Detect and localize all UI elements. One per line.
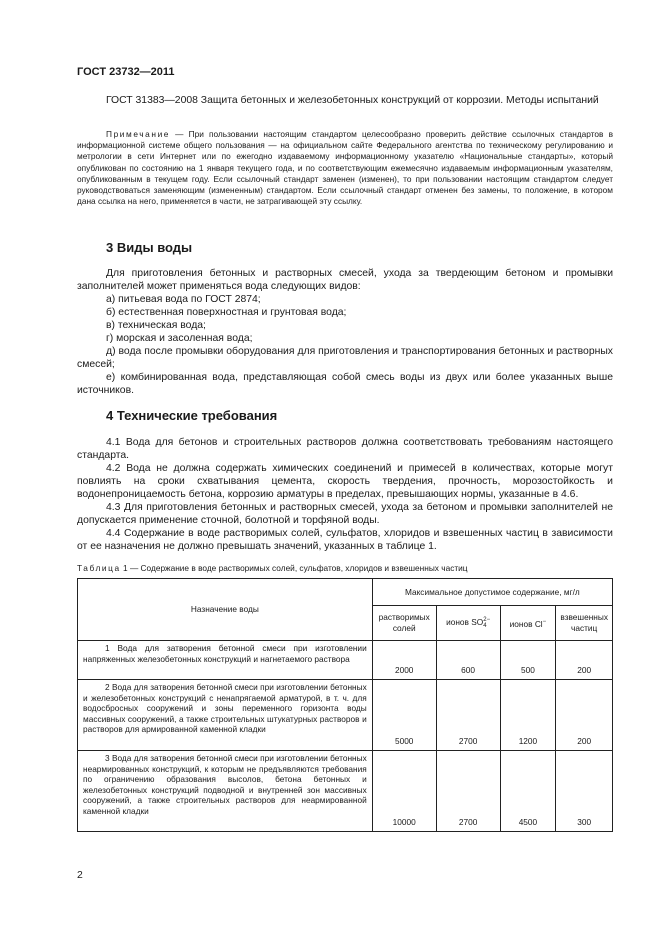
list-item: а) питьевая вода по ГОСТ 2874; xyxy=(106,294,261,305)
table-caption-text: 1 — Содержание в воде растворимых солей, сульфатов, хлоридов и взвешенных частиц xyxy=(120,563,468,573)
clause-4-3: 4.3 Для приготовления бетонных и растворных смесей, ухода за бетоном и промывки заполнителей не допускается применение сточной, болотной и торфяной воды. xyxy=(77,502,613,526)
table-row xyxy=(78,680,613,751)
row-chlorides: 4500 xyxy=(500,751,556,832)
clause-4-1: 4.1 Вода для бетонов и строительных растворов должна соответствовать требованиям настоящего стандарта. xyxy=(77,437,613,461)
row-purpose: 3 Вода для затворения бетонной смеси при изготовлении бетонных неармированных конструкций, к которым не предъявляются требования по ограничению образования высолов, бетона бетонных и железобетонных конструкций подводной и внутренней зон массивных сооружений, а также строительных растворов для неармированной каменной кладки xyxy=(78,751,373,832)
table-caption xyxy=(77,563,468,573)
note-label: Примечание xyxy=(106,129,171,139)
note-paragraph xyxy=(77,129,613,207)
clause-4-4: 4.4 Содержание в воде растворимых солей, сульфатов, хлоридов и взвешенных частиц в зависимости от ее назначения не должно превышать значений, указанных в таблице 1. xyxy=(77,528,613,552)
table-row xyxy=(78,641,613,680)
row-sulfates: 2700 xyxy=(436,680,500,751)
column-header-max-content: Максимальное допустимое содержание, мг/л xyxy=(372,579,612,606)
clause-4-2: 4.2 Вода не должна содержать химических соединений и примесей в количествах, которые могут повлиять на сроки схватывания цемента, скорость твердения, прочность, морозостойкость и водонепроницаемость бетона, коррозию арматуры в пределах, превышающих нормы, указанные в 4.6. xyxy=(77,463,613,500)
row-purpose: 1 Вода для затворения бетонной смеси при изготовлении напряженных железобетонных конструкций и нагнетаемого раствора xyxy=(78,641,373,680)
section-3-title: 3 Виды воды xyxy=(106,240,193,255)
section-3-intro: Для приготовления бетонных и растворных смесей, ухода за твердеющим бетоном и промывки заполнителей может применяться вода следующих видов: xyxy=(77,268,613,292)
column-header-salts: растворимых солей xyxy=(372,606,436,641)
row-salts: 5000 xyxy=(372,680,436,751)
list-item: в) техническая вода; xyxy=(106,320,206,331)
document-header: ГОСТ 23732—2011 xyxy=(77,66,175,78)
column-header-purpose: Назначение воды xyxy=(78,579,373,641)
section-4-title: 4 Технические требования xyxy=(106,408,278,423)
row-sulfates: 600 xyxy=(436,641,500,680)
row-sulfates: 2700 xyxy=(436,751,500,832)
page-number: 2 xyxy=(77,870,83,881)
list-item: д) вода после промывки оборудования для приготовления и транспортирования бетонных и растворных смесей; xyxy=(77,346,613,370)
row-chlorides: 1200 xyxy=(500,680,556,751)
note-text: — При пользовании настоящим стандартом целесообразно проверить действие ссылочных стандартов в информационной системе общего пользования — на официальном сайте Федерального агентства по техническому регулированию и метрологии в сети Интернет или по ежегодно издаваемому информационному указателю «Национальные стандарты», который опубликован по состоянию на 1 января текущего года, и по соответствующим ежемесячно издаваемым информационным указателям, опубликованным в текущем году. Если ссылочный стандарт заменен (изменен), то при пользовании настоящим стандартом следует руководствоваться заменяющим (измененным) стандартом. Если ссылочный стандарт отменен без замены, то положение, в котором дана ссылка на него, применяется в части, не затрагивающей эту ссылку. xyxy=(77,129,613,207)
list-item: е) комбинированная вода, представляющая собой смесь воды из двух или более указанных выше источников. xyxy=(77,372,613,396)
row-salts: 10000 xyxy=(372,751,436,832)
list-item: б) естественная поверхностная и грунтовая вода; xyxy=(106,307,347,318)
reference-entry: ГОСТ 31383—2008 Защита бетонных и железобетонных конструкций от коррозии. Методы испытаний xyxy=(106,95,599,106)
column-header-chlorides: ионов Cl− xyxy=(500,606,556,641)
water-types-list xyxy=(106,293,613,345)
water-content-table xyxy=(77,578,613,832)
row-suspended: 200 xyxy=(556,680,613,751)
list-item: г) морская и засоленная вода; xyxy=(106,333,253,344)
column-header-suspended: взвешенных частиц xyxy=(556,606,613,641)
row-purpose: 2 Вода для затворения бетонной смеси при изготовлении бетонных и железобетонных конструкций с ненапрягаемой арматурой, в т. ч. для водосбросных сооружений и зоны переменного горизонта воды массивных сооружений, а также строительных штукатурных растворов и растворов для армированной каменной кладки xyxy=(78,680,373,751)
column-header-sulfates: ионов SO 2− 4 xyxy=(436,606,500,641)
row-suspended: 300 xyxy=(556,751,613,832)
row-salts: 2000 xyxy=(372,641,436,680)
row-suspended: 200 xyxy=(556,641,613,680)
table-caption-label: Таблица xyxy=(77,563,121,573)
row-chlorides: 500 xyxy=(500,641,556,680)
table-row xyxy=(78,751,613,832)
